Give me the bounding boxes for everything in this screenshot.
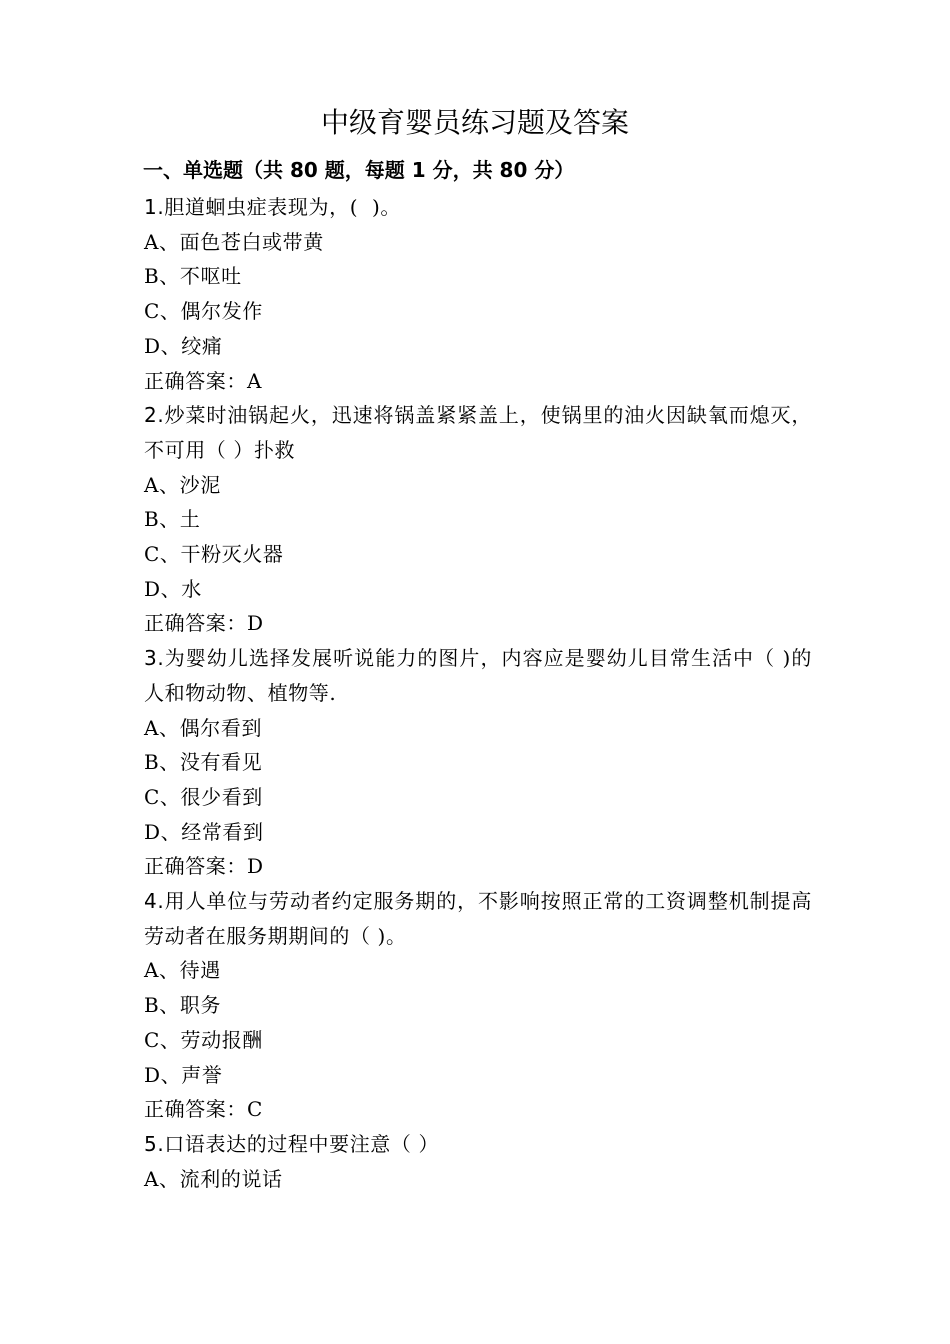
question-item xyxy=(144,641,812,884)
question-item xyxy=(144,190,812,398)
question-text: 炒菜时油锅起火，迅速将锅盖紧紧盖上，使锅里的油火因缺氧而熄灭，不可用（ ）扑救 xyxy=(144,403,812,462)
option-c: C、劳动报酬 xyxy=(144,1027,263,1052)
question-number: 3. xyxy=(144,646,165,671)
correct-answer: 正确答案：C xyxy=(144,1097,263,1122)
option-d: D、经常看到 xyxy=(144,819,264,844)
option-b: B、土 xyxy=(144,507,201,532)
correct-answer: 正确答案：D xyxy=(144,854,264,879)
option-a: A、偶尔看到 xyxy=(144,715,263,740)
correct-answer: 正确答案：A xyxy=(144,368,263,393)
option-a: A、流利的说话 xyxy=(144,1166,283,1191)
question-item xyxy=(144,1127,812,1196)
question-number: 4. xyxy=(144,889,165,914)
question-text: 胆道蛔虫症表现为，( )。 xyxy=(164,195,402,219)
option-b: B、没有看见 xyxy=(144,750,263,775)
question-stem xyxy=(144,1127,812,1162)
option-a: A、沙泥 xyxy=(144,472,221,497)
question-stem xyxy=(144,398,812,467)
question-number: 2. xyxy=(144,403,165,428)
question-text: 为婴幼儿选择发展听说能力的图片，内容应是婴幼儿目常生活中（ )的人和物动物、植物等. xyxy=(144,646,812,705)
question-text: 口语表达的过程中要注意（ ） xyxy=(164,1131,440,1156)
question-item xyxy=(144,398,812,641)
option-a: A、待遇 xyxy=(144,958,221,983)
document-title: 中级育婴员练习题及答案 xyxy=(320,106,629,139)
question-list xyxy=(144,190,812,1196)
option-d: D、水 xyxy=(144,576,202,601)
option-b: B、职务 xyxy=(144,993,222,1018)
section-heading: 一、单选题（共 80 题，每题 1 分，共 80 分） xyxy=(143,158,575,182)
option-c: C、很少看到 xyxy=(144,784,263,809)
question-text: 用人单位与劳动者约定服务期的，不影响按照正常的工资调整机制提高劳动者在服务期期间的（ )。 xyxy=(144,889,812,948)
question-stem xyxy=(144,190,812,225)
question-stem xyxy=(144,884,812,953)
question-number: 1. xyxy=(144,195,165,219)
option-c: C、偶尔发作 xyxy=(144,299,263,324)
question-number: 5. xyxy=(144,1131,165,1156)
option-c: C、干粉灭火器 xyxy=(144,542,284,567)
question-item xyxy=(144,884,812,1127)
option-a: A、面色苍白或带黄 xyxy=(144,229,324,254)
option-d: D、声誉 xyxy=(144,1062,223,1087)
question-stem xyxy=(144,641,812,710)
option-b: B、不呕吐 xyxy=(144,264,242,289)
correct-answer: 正确答案：D xyxy=(144,611,264,636)
option-d: D、绞痛 xyxy=(144,333,223,358)
